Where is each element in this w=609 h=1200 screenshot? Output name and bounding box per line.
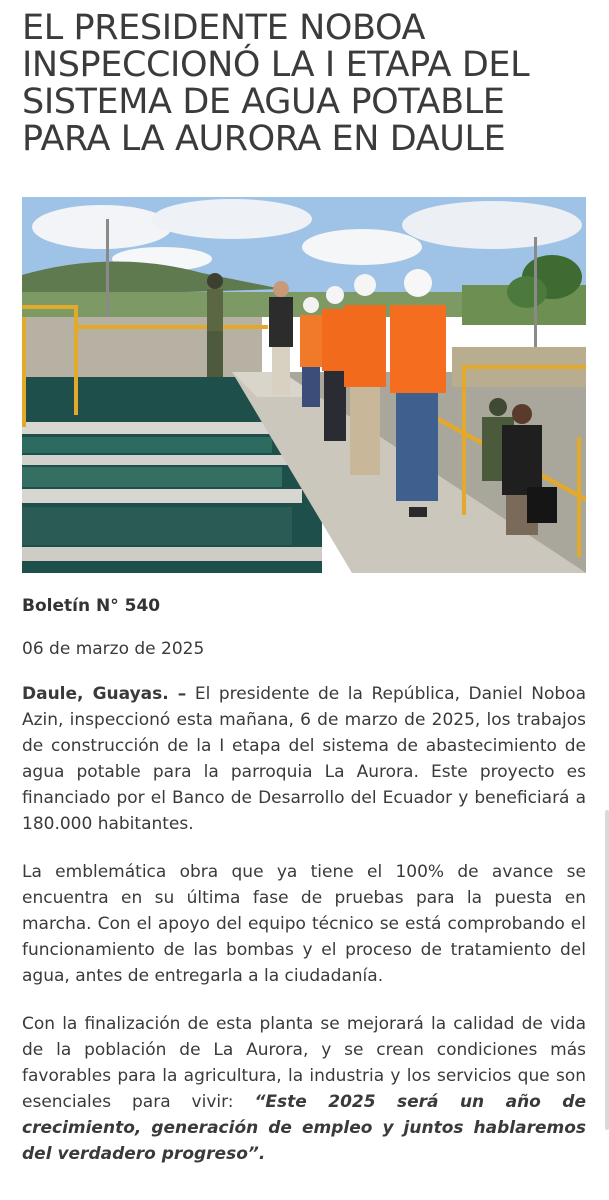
article-paragraph xyxy=(22,1011,586,1167)
paragraph-text: El presidente de la República, Daniel Noboa Azin, inspeccionó esta mañana, 6 de marzo de 2025, los trabajos de construcción de la I etapa del sistema de abastecimiento de agua potable para la parroquia La Aurora. Este proyecto es financiado por el Banco de Desarrollo del Ecuador y beneficiará a 180.000 habitantes. xyxy=(22,684,586,834)
page-scrollbar[interactable] xyxy=(605,810,609,1130)
article-paragraph xyxy=(22,681,586,837)
president-quote: “Este 2025 será un año de crecimiento, generación de empleo y juntos hablaremos del verdadero progreso”. xyxy=(22,1092,586,1164)
article-paragraph xyxy=(22,859,586,989)
paragraph-text: Con la finalización de esta planta se mejorará la calidad de vida de la población de La Aurora, y se crean condiciones más favorables para la agricultura, la industria y los servicios que son esenciales para vivir: xyxy=(22,1014,586,1112)
paragraph-text: La emblemática obra que ya tiene el 100% de avance se encuentra en su última fase de pruebas para la puesta en marcha. Con el apoyo del equipo técnico se está comprobando el funcionamiento de las bombas y el proceso de tratamiento del agua, antes de entregarla a la ciudadanía. xyxy=(22,862,586,986)
publication-date: 06 de marzo de 2025 xyxy=(22,639,205,659)
bulletin-number: Boletín N° 540 xyxy=(22,596,161,616)
dateline: Daule, Guayas. – xyxy=(22,684,187,704)
article-title: EL PRESIDENTE NOBOA INSPECCIONÓ LA I ETAPA DEL SISTEMA DE AGUA POTABLE PARA LA AURORA EN DAULE xyxy=(22,8,530,159)
article-photo xyxy=(22,197,586,573)
